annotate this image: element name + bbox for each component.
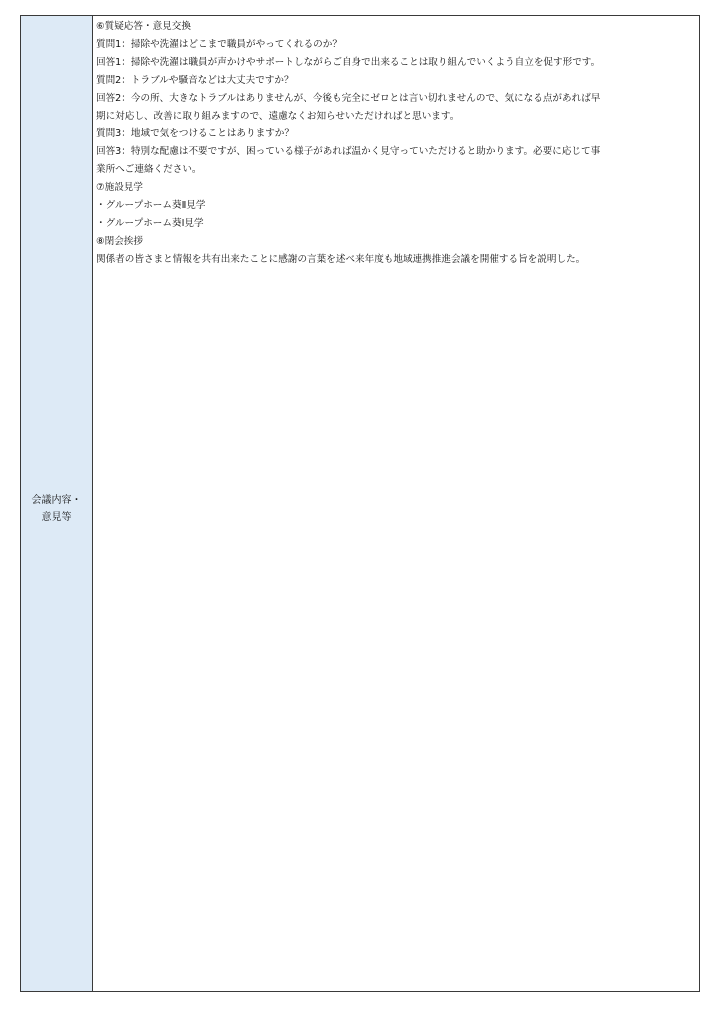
- answer-2-line-1: 回答2：今の所、大きなトラブルはありませんが、今後も完全にゼロとは言い切れませんので、気になる点があれば早: [96, 92, 601, 104]
- answer-2-line-2: 期に対応し、改善に取り組みますので、遠慮なくお知らせいただければと思います。: [96, 110, 460, 122]
- question-1: 質問1：掃除や洗濯はどこまで職員がやってくれるのか？: [96, 38, 342, 50]
- tour-item-2: ・グループホーム葵Ⅱ見学: [96, 200, 206, 212]
- answer-1: 回答1：掃除や洗濯は職員が声かけやサポートしながらご自身で出来ることは取り組んでいくよう自立を促す形です。: [96, 56, 601, 68]
- label-cell: [21, 16, 93, 991]
- tour-item-1: ・グループホーム葵Ⅰ見学: [96, 217, 204, 229]
- answer-3-line-2: 業所へご連絡ください。: [96, 164, 202, 176]
- question-2: 質問2：トラブルや騒音などは大丈夫ですか？: [96, 74, 294, 86]
- question-3: 質問3：地域で気をつけることはありますか？: [96, 128, 294, 140]
- content-cell: [93, 16, 699, 991]
- answer-3-line-1: 回答3：特別な配慮は不要ですが、困っている様子があれば温かく見守っていただけると助かります。必要に応じて事: [96, 146, 601, 158]
- minutes-table: [20, 15, 700, 992]
- agenda-heading-tour: ⑦施設見学: [96, 182, 143, 194]
- section-label: 会議内容・ 意見等: [31, 494, 82, 523]
- agenda-heading-qa: ⑥質疑応答・意見交換: [96, 21, 191, 32]
- closing-remarks: 関係者の皆さまと情報を共有出来たことに感謝の言葉を述べ来年度も地域連携推進会議を開催する旨を説明した。: [96, 253, 586, 265]
- agenda-heading-closing: ⑧閉会挨拶: [96, 235, 143, 247]
